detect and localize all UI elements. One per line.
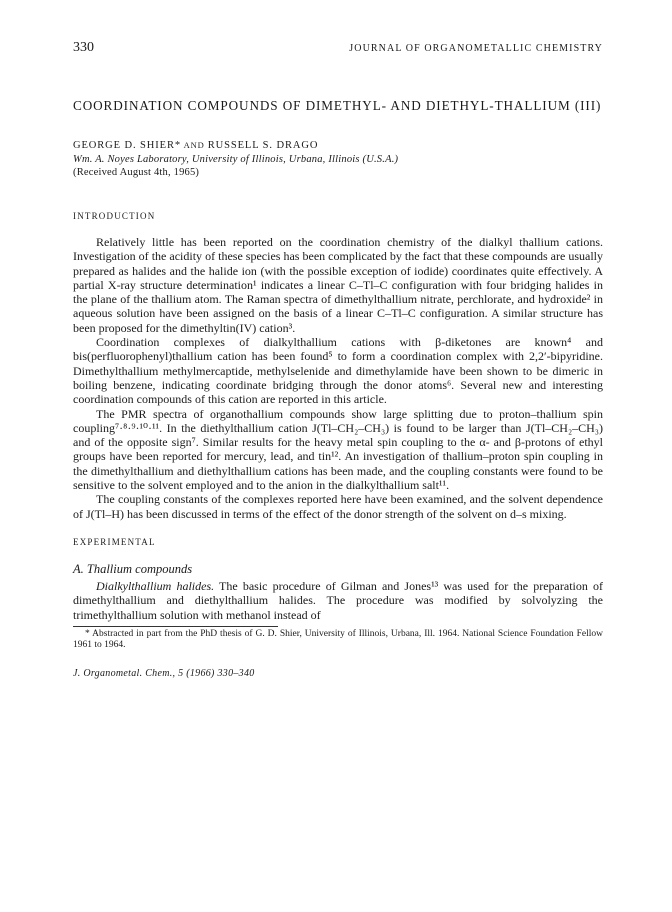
author-drago: RUSSELL S. DRAGO [207, 140, 319, 151]
paragraph: Coordination complexes of dialkylthallium cations with β-diketones are known⁴ and bis(perfluorophenyl)thallium cation has been found⁵ to form a coordination complex with 2,2′-bipyridine. Dimethylthallium methylmercaptide, methylselenide and dimethylamide have been shown to be dimeric in boiling benzene, indicating coordinate bridging through the donor atoms⁶. Several new and interesting coordination compounds of this cation are reported in this article. [73, 335, 603, 407]
paragraph-lead: Dialkylthallium halides. [96, 578, 215, 593]
author-shier: GEORGE D. SHIER* [73, 140, 182, 151]
introduction-heading: INTRODUCTION [73, 211, 156, 221]
paragraph-text: The basic procedure of Gilman and Jones¹³ was used for the preparation of dimethylthallium and diethylthallium halides. The procedure was modified by solvolyzing the trimethylthallium solution with methanol instead of [73, 578, 603, 622]
received-date: (Received August 4th, 1965) [73, 167, 200, 178]
journal-name: JOURNAL OF ORGANOMETALLIC CHEMISTRY [349, 43, 603, 54]
running-header [73, 40, 603, 62]
experimental-subheading: A. Thallium compounds [73, 561, 193, 576]
paragraph: The coupling constants of the complexes reported here have been examined, and the solvent dependence of J(Tl–H) has been discussed in terms of the effect of the donor strength of the solvent on d–s mixing. [73, 492, 603, 521]
journal-citation: J. Organometal. Chem., 5 (1966) 330–340 [73, 667, 255, 679]
paragraph [73, 579, 603, 622]
paragraph: Relatively little has been reported on the coordination chemistry of the dialkyl thallium cations. Investigation of the acidity of these species has been complicated by the fact that these compounds are usually prepared as halides and the halide ion (with the possible exception of iodide) coordinates quite effectively. A partial X-ray structure determination¹ indicates a linear C–Tl–C configuration with four bridging halides in the plane of the thallium atom. The Raman spectra of dimethylthallium nitrate, perchlorate, and hydroxide² in aqueous solution have been assigned on the basis of a linear C–Tl–C configuration. A similar structure has been proposed for the dimethyltin(IV) cation³. [73, 235, 603, 335]
author-line [73, 140, 603, 151]
affiliation: Wm. A. Noyes Laboratory, University of Illinois, Urbana, Illinois (U.S.A.) [73, 154, 399, 165]
page-number: 330 [73, 40, 94, 55]
introduction-body [73, 235, 603, 521]
experimental-heading: EXPERIMENTAL [73, 536, 156, 547]
experimental-body [73, 579, 603, 622]
journal-page [73, 40, 603, 679]
footnote: * Abstracted in part from the PhD thesis of G. D. Shier, University of Illinois, Urbana, Ill. 1964. National Science Foundation Fellow 1961 to 1964. [73, 628, 603, 651]
article-title: COORDINATION COMPOUNDS OF DIMETHYL- AND DIETHYL-THALLIUM (III) [73, 98, 602, 113]
footnote-rule [73, 626, 278, 627]
author-conjunction: AND [181, 140, 208, 150]
paragraph: The PMR spectra of organothallium compounds show large splitting due to proton–thallium spin coupling⁷·⁸·⁹·¹⁰·¹¹. In the diethylthallium cation J(Tl–CH₂–CH₃) is found to be larger than J(Tl–CH₂–CH₃) and of the opposite sign⁷. Similar results for the heavy metal spin coupling to the α- and β-protons of ethyl groups have been reported for mercury, lead, and tin¹². An investigation of thallium–proton spin coupling in the dimethylthallium and diethylthallium cations has been made, and the coupling constants were found to be sensitive to the solvent employed and to the anion in the dialkylthallium salt¹¹. [73, 406, 603, 493]
